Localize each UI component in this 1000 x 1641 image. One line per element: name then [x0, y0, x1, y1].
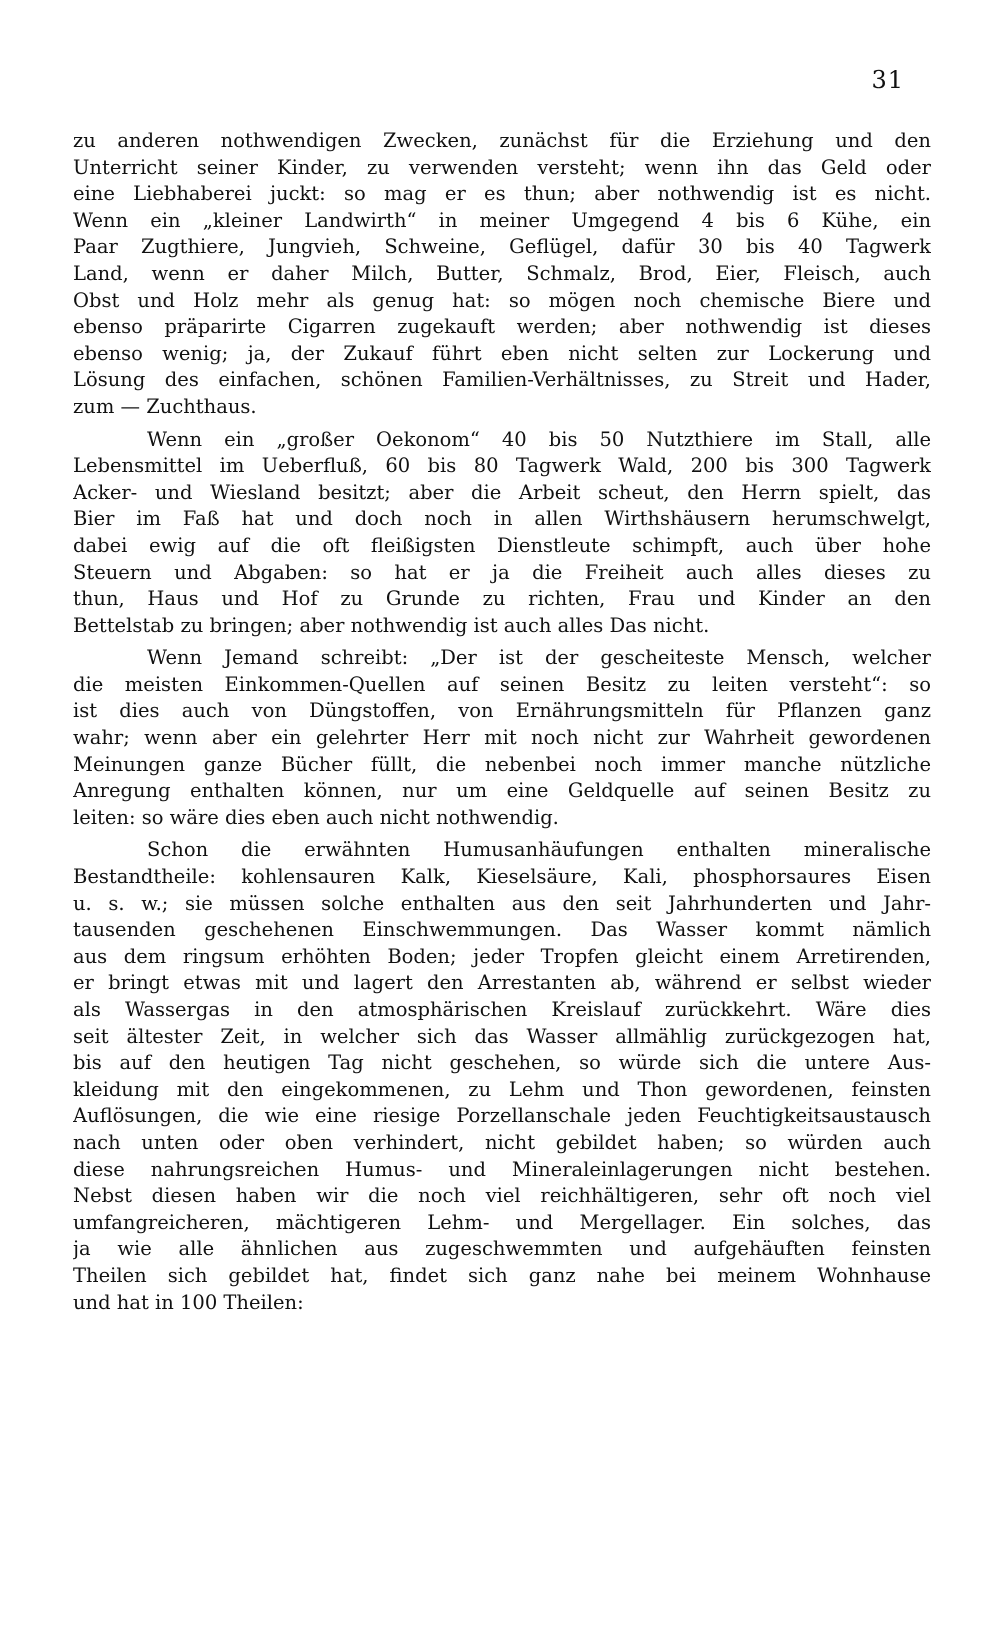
text-line: Lösung des einfachen, schönen Familien-Verhältnisses, zu Streit und Hader,	[73, 368, 931, 392]
text-line: leiten: so wäre dies eben auch nicht nothwendig.	[73, 805, 559, 829]
text-line: ist dies auch von Düngstoffen, von Ernährungsmitteln für Pflanzen ganz	[73, 699, 931, 723]
text-line: u. s. w.; sie müssen solche enthalten aus den seit Jahrhunderten und Jahr-	[73, 891, 931, 915]
text-line: ebenso präparirte Cigarren zugekauft werden; aber nothwendig ist dieses	[73, 315, 931, 339]
text-line: zu anderen nothwendigen Zwecken, zunächst für die Erziehung und den	[73, 129, 931, 152]
text-line: die meisten Einkommen-Quellen auf seinen Besitz zu leiten versteht“: so	[73, 672, 931, 696]
text-line: dabei ewig auf die oft fleißigsten Dienstleute schimpft, auch über hohe	[73, 533, 931, 557]
text-line: Wenn Jemand schreibt: „Der ist der gescheiteste Mensch, welcher	[147, 646, 931, 670]
text-line: Obst und Holz mehr als genug hat: so mögen noch chemische Biere und	[73, 288, 931, 312]
text-line: Nebst diesen haben wir die noch viel reichhältigeren, sehr oft noch viel	[73, 1184, 931, 1208]
text-line: und hat in 100 Theilen:	[73, 1290, 304, 1314]
text-line: Auflösungen, die wie eine riesige Porzellanschale jeden Feuchtigkeitsaustausch	[73, 1104, 931, 1128]
page-number: 31	[871, 66, 904, 94]
text-line: Land, wenn er daher Milch, Butter, Schmalz, Brod, Eier, Fleisch, auch	[73, 261, 931, 285]
text-line: Theilen sich gebildet hat, findet sich ganz nahe bei meinem Wohnhause	[73, 1263, 931, 1287]
text-line: Acker- und Wiesland besitzt; aber die Arbeit scheut, den Herrn spielt, das	[73, 480, 931, 504]
text-line: zum — Zuchthaus.	[73, 394, 257, 418]
paragraph	[73, 837, 931, 1316]
text-line: thun, Haus und Hof zu Grunde zu richten, Frau und Kinder an den	[73, 587, 931, 611]
text-line: aus dem ringsum erhöhten Boden; jeder Tropfen gleicht einem Arretirenden,	[73, 944, 931, 968]
text-line: Wenn ein „großer Oekonom“ 40 bis 50 Nutzthiere im Stall, alle	[147, 427, 931, 451]
text-line: Schon die erwähnten Humusanhäufungen enthalten mineralische	[147, 838, 931, 862]
text-line: Steuern und Abgaben: so hat er ja die Freiheit auch alles dieses zu	[73, 560, 931, 584]
text-line: ja wie alle ähnlichen aus zugeschwemmten und aufgehäuften feinsten	[73, 1237, 931, 1261]
text-line: Paar Zugthiere, Jungvieh, Schweine, Geflügel, dafür 30 bis 40 Tagwerk	[73, 235, 931, 259]
text-line: eine Liebhaberei juckt: so mag er es thun; aber nothwendig ist es nicht.	[73, 182, 931, 206]
text-line: kleidung mit den eingekommenen, zu Lehm und Thon gewordenen, feinsten	[73, 1077, 931, 1101]
text-line: nach unten oder oben verhindert, nicht gebildet haben; so würden auch	[73, 1130, 931, 1154]
text-line: Meinungen ganze Bücher füllt, die nebenbei noch immer manche nützliche	[73, 752, 931, 776]
text-line: Lebensmittel im Ueberfluß, 60 bis 80 Tagwerk Wald, 200 bis 300 Tagwerk	[73, 454, 931, 478]
text-line: Bestandtheile: kohlensauren Kalk, Kieselsäure, Kali, phosphorsaures Eisen	[73, 865, 931, 889]
text-line: umfangreicheren, mächtigeren Lehm- und Mergellager. Ein solches, das	[73, 1210, 931, 1234]
paragraph	[73, 128, 931, 421]
text-line: seit ältester Zeit, in welcher sich das Wasser allmählig zurückgezogen hat,	[73, 1024, 931, 1048]
text-line: Wenn ein „kleiner Landwirth“ in meiner Umgegend 4 bis 6 Kühe, ein	[73, 208, 931, 232]
text-line: Bier im Faß hat und doch noch in allen Wirthshäusern herumschwelgt,	[73, 507, 931, 531]
text-line: Anregung enthalten können, nur um eine Geldquelle auf seinen Besitz zu	[73, 779, 931, 803]
text-line: tausenden geschehenen Einschwemmungen. Das Wasser kommt nämlich	[73, 918, 931, 942]
text-line: bis auf den heutigen Tag nicht geschehen, so würde sich die untere Aus-	[73, 1051, 931, 1075]
text-line: ebenso wenig; ja, der Zukauf führt eben nicht selten zur Lockerung und	[73, 341, 931, 365]
text-line: Bettelstab zu bringen; aber nothwendig ist auch alles Das nicht.	[73, 613, 710, 637]
text-line: als Wassergas in den atmosphärischen Kreislauf zurückkehrt. Wäre dies	[73, 998, 931, 1021]
text-line: Unterricht seiner Kinder, zu verwenden versteht; wenn ihn das Geld oder	[73, 155, 931, 179]
paragraph	[73, 645, 931, 831]
text-line: wahr; wenn aber ein gelehrter Herr mit noch nicht zur Wahrheit gewordenen	[73, 726, 931, 750]
text-line: diese nahrungsreichen Humus- und Mineraleinlagerungen nicht bestehen.	[73, 1157, 931, 1181]
paragraph	[73, 427, 931, 640]
body-text	[73, 128, 931, 1316]
text-line: er bringt etwas mit und lagert den Arrestanten ab, während er selbst wieder	[73, 971, 931, 995]
